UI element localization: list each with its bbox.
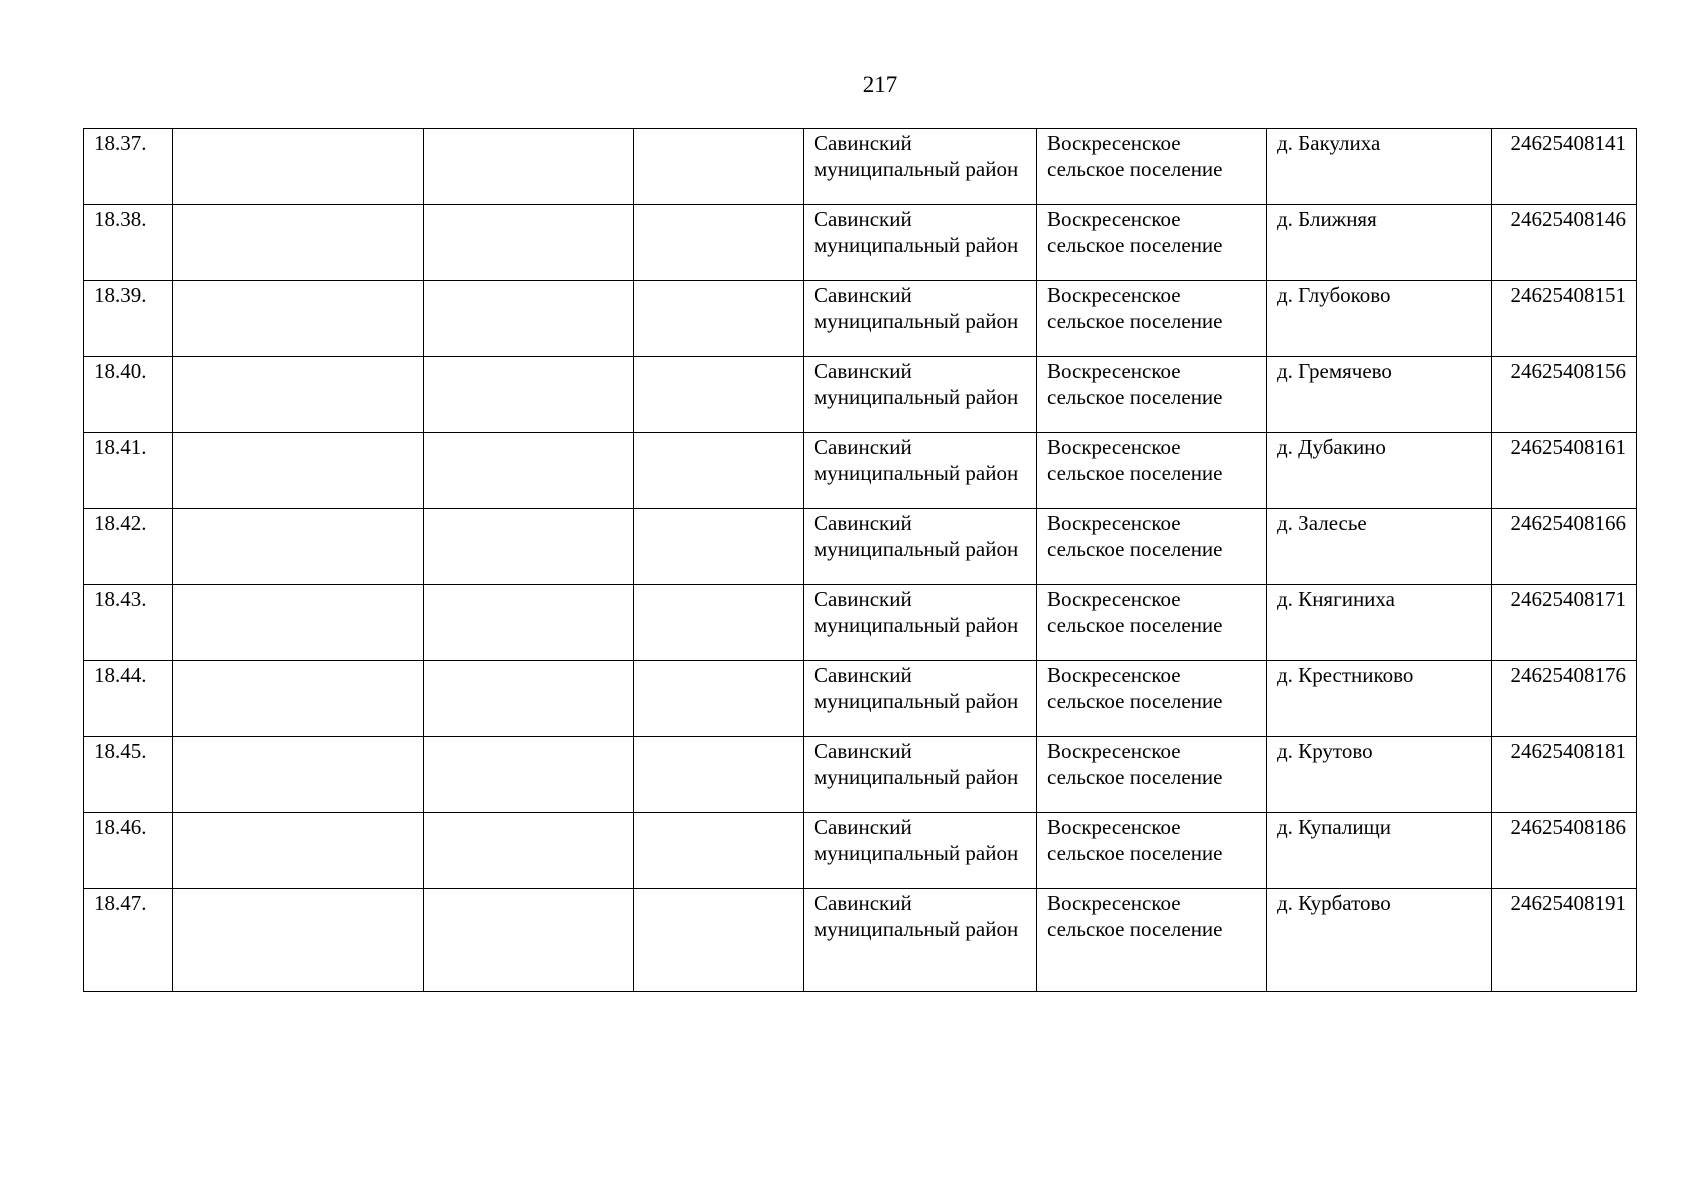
empty-cell [424, 661, 634, 737]
empty-cell [634, 433, 804, 509]
table-row [84, 813, 1637, 889]
oktmo-code-cell: 24625408151 [1492, 281, 1637, 357]
oktmo-code-cell: 24625408146 [1492, 205, 1637, 281]
row-number: 18.37. [84, 129, 173, 205]
settlement-cell: Воскресенское сельское поселение [1037, 585, 1267, 661]
empty-cell [634, 509, 804, 585]
locality-cell: д. Глубоково [1267, 281, 1492, 357]
row-number: 18.44. [84, 661, 173, 737]
district-cell: Савинский муниципальный район [804, 889, 1037, 992]
settlements-table [83, 128, 1637, 992]
table-row [84, 737, 1637, 813]
empty-cell [424, 737, 634, 813]
district-cell: Савинский муниципальный район [804, 433, 1037, 509]
settlement-cell: Воскресенское сельское поселение [1037, 357, 1267, 433]
empty-cell [424, 129, 634, 205]
district-cell: Савинский муниципальный район [804, 661, 1037, 737]
table-row [84, 357, 1637, 433]
empty-cell [634, 813, 804, 889]
empty-cell [424, 205, 634, 281]
empty-cell [424, 433, 634, 509]
empty-cell [424, 813, 634, 889]
locality-cell: д. Дубакино [1267, 433, 1492, 509]
empty-cell [173, 813, 424, 889]
district-cell: Савинский муниципальный район [804, 509, 1037, 585]
table-row [84, 661, 1637, 737]
oktmo-code-cell: 24625408166 [1492, 509, 1637, 585]
empty-cell [173, 509, 424, 585]
table-row [84, 585, 1637, 661]
table-row [84, 129, 1637, 205]
locality-cell: д. Гремячево [1267, 357, 1492, 433]
locality-cell: д. Крутово [1267, 737, 1492, 813]
row-number: 18.41. [84, 433, 173, 509]
row-number: 18.46. [84, 813, 173, 889]
locality-cell: д. Княгиниха [1267, 585, 1492, 661]
empty-cell [424, 889, 634, 992]
empty-cell [424, 357, 634, 433]
table-row [84, 433, 1637, 509]
oktmo-code-cell: 24625408181 [1492, 737, 1637, 813]
oktmo-code-cell: 24625408141 [1492, 129, 1637, 205]
oktmo-code-cell: 24625408186 [1492, 813, 1637, 889]
empty-cell [173, 205, 424, 281]
table-row [84, 889, 1637, 992]
settlement-cell: Воскресенское сельское поселение [1037, 889, 1267, 992]
empty-cell [173, 661, 424, 737]
oktmo-code-cell: 24625408156 [1492, 357, 1637, 433]
settlement-cell: Воскресенское сельское поселение [1037, 813, 1267, 889]
empty-cell [634, 585, 804, 661]
empty-cell [634, 661, 804, 737]
district-cell: Савинский муниципальный район [804, 281, 1037, 357]
district-cell: Савинский муниципальный район [804, 357, 1037, 433]
empty-cell [634, 281, 804, 357]
district-cell: Савинский муниципальный район [804, 737, 1037, 813]
empty-cell [634, 205, 804, 281]
empty-cell [173, 737, 424, 813]
locality-cell: д. Купалищи [1267, 813, 1492, 889]
settlement-cell: Воскресенское сельское поселение [1037, 509, 1267, 585]
row-number: 18.38. [84, 205, 173, 281]
empty-cell [424, 585, 634, 661]
row-number: 18.43. [84, 585, 173, 661]
empty-cell [634, 129, 804, 205]
locality-cell: д. Ближняя [1267, 205, 1492, 281]
empty-cell [173, 433, 424, 509]
row-number: 18.42. [84, 509, 173, 585]
oktmo-code-cell: 24625408171 [1492, 585, 1637, 661]
row-number: 18.47. [84, 889, 173, 992]
table-row [84, 509, 1637, 585]
settlement-cell: Воскресенское сельское поселение [1037, 205, 1267, 281]
empty-cell [634, 737, 804, 813]
empty-cell [634, 357, 804, 433]
locality-cell: д. Залесье [1267, 509, 1492, 585]
locality-cell: д. Крестниково [1267, 661, 1492, 737]
oktmo-code-cell: 24625408176 [1492, 661, 1637, 737]
row-number: 18.39. [84, 281, 173, 357]
settlement-cell: Воскресенское сельское поселение [1037, 281, 1267, 357]
page-number: 217 [862, 72, 898, 97]
row-number: 18.40. [84, 357, 173, 433]
table-row [84, 281, 1637, 357]
settlement-cell: Воскресенское сельское поселение [1037, 433, 1267, 509]
empty-cell [173, 129, 424, 205]
locality-cell: д. Курбатово [1267, 889, 1492, 992]
district-cell: Савинский муниципальный район [804, 813, 1037, 889]
settlement-cell: Воскресенское сельское поселение [1037, 661, 1267, 737]
settlement-cell: Воскресенское сельское поселение [1037, 129, 1267, 205]
empty-cell [173, 357, 424, 433]
district-cell: Савинский муниципальный район [804, 585, 1037, 661]
oktmo-code-cell: 24625408191 [1492, 889, 1637, 992]
empty-cell [173, 585, 424, 661]
settlement-cell: Воскресенское сельское поселение [1037, 737, 1267, 813]
locality-cell: д. Бакулиха [1267, 129, 1492, 205]
row-number: 18.45. [84, 737, 173, 813]
district-cell: Савинский муниципальный район [804, 205, 1037, 281]
empty-cell [634, 889, 804, 992]
empty-cell [424, 281, 634, 357]
oktmo-code-cell: 24625408161 [1492, 433, 1637, 509]
district-cell: Савинский муниципальный район [804, 129, 1037, 205]
empty-cell [424, 509, 634, 585]
empty-cell [173, 281, 424, 357]
empty-cell [173, 889, 424, 992]
table-row [84, 205, 1637, 281]
